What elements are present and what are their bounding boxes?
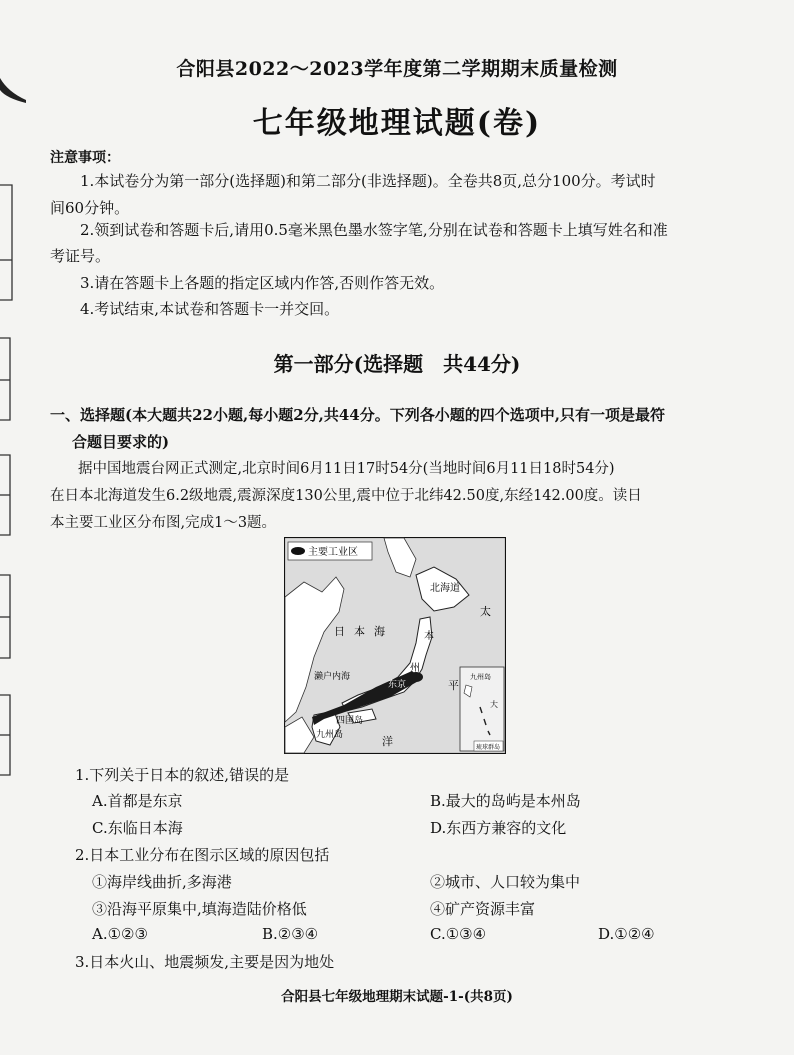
- map-label-pacific-1: 太: [480, 605, 491, 618]
- note-3: 3.请在答题卡上各题的指定区域内作答,否则作答无效。: [80, 274, 445, 292]
- reading-passage: [50, 456, 750, 537]
- map-legend-label: 主要工业区: [308, 547, 358, 558]
- question-1-option-c: C.东临日本海: [92, 819, 183, 837]
- map-label-pacific-3: 洋: [382, 735, 393, 748]
- page-footer: 合阳县七年级地理期末试题-1-(共8页): [281, 989, 513, 1005]
- map-label-tokyo: 东京: [388, 680, 407, 690]
- question-2-option-c: C.①③④: [430, 925, 487, 943]
- passage-line-2: 在日本北海道发生6.2级地震,震源深度130公里,震中位于北纬42.50度,东经142.00度。读日: [50, 488, 642, 504]
- map-label-pacific-2: 平: [448, 679, 459, 692]
- question-1-option-b: B.最大的岛屿是本州岛: [430, 792, 581, 810]
- question-2-option-b: B.②③④: [262, 925, 319, 943]
- exam-header: 合阳县2022～2023学年度第二学期期末质量检测: [176, 58, 618, 80]
- question-2-item-4: ④矿产资源丰富: [430, 900, 536, 918]
- map-label-sea-2: 本: [354, 625, 365, 638]
- note-2-line-2: 考证号。: [50, 247, 111, 265]
- map-label-honshu-2: 州: [410, 663, 420, 674]
- question-2-item-3: ③沿海平原集中,填海造陆价格低: [92, 900, 307, 918]
- map-label-hokkaido: 北海道: [430, 583, 460, 594]
- exam-title: 七年级地理试题(卷): [252, 106, 542, 141]
- note-2-line-1: 2.领到试卷和答题卡后,请用0.5毫米黑色墨水签字笔,分别在试卷和答题卡上填写姓名和准: [80, 221, 668, 239]
- section-line-2: 合题目要求的): [72, 433, 170, 451]
- notes-label: 注意事项：: [50, 150, 120, 166]
- map-label-shikoku: 四国岛: [336, 716, 364, 726]
- map-inset-title: 九州岛: [470, 673, 491, 681]
- section-line-1: 一、选择题(本大题共22小题,每小题2分,共44分。下列各小题的四个选项中,只有一项是最符: [50, 406, 665, 424]
- question-1-option-d: D.东西方兼容的文化: [430, 819, 567, 837]
- question-3-stem: 3.日本火山、地震频发,主要是因为地处: [75, 953, 335, 971]
- map-label-kyushu: 九州岛: [316, 730, 344, 740]
- map-inset-char: 大: [490, 700, 498, 709]
- left-margin-binding-lines: [0, 180, 14, 780]
- question-2-option-a: A.①②③: [92, 925, 148, 943]
- question-2-option-d: D.①②④: [598, 925, 655, 943]
- map-label-seto: 濑户内海: [314, 672, 351, 682]
- question-2-item-2: ②城市、人口较为集中: [430, 873, 581, 891]
- note-1-line-1: 1.本试卷分为第一部分(选择题)和第二部分(非选择题)。全卷共8页,总分100分。考试时: [80, 172, 656, 190]
- part-1-title: 第一部分(选择题 共44分): [273, 352, 521, 376]
- question-1-stem: 1.下列关于日本的叙述,错误的是: [75, 766, 290, 784]
- note-1-line-2: 间60分钟。: [50, 199, 130, 217]
- map-label-sea-3: 海: [374, 625, 385, 638]
- map-label-sea-1: 日: [334, 625, 345, 638]
- note-4: 4.考试结束,本试卷和答题卡一并交回。: [80, 300, 340, 318]
- question-2-stem: 2.日本工业分布在图示区域的原因包括: [75, 846, 330, 864]
- map-label-honshu-1: 本: [424, 631, 434, 642]
- japan-industrial-map: [284, 537, 506, 754]
- passage-line-1: 据中国地震台网正式测定,北京时间6月11日17时54分(当地时间6月11日18时54分): [78, 461, 615, 477]
- passage-line-3: 本主要工业区分布图,完成1～3题。: [50, 515, 277, 531]
- legend-swatch: [291, 547, 305, 555]
- question-2-item-1: ①海岸线曲折,多海港: [92, 873, 232, 891]
- section-instructions: [50, 402, 760, 456]
- question-1-option-a: A.首都是东京: [92, 792, 183, 810]
- map-inset-note: 琉球群岛: [476, 744, 501, 751]
